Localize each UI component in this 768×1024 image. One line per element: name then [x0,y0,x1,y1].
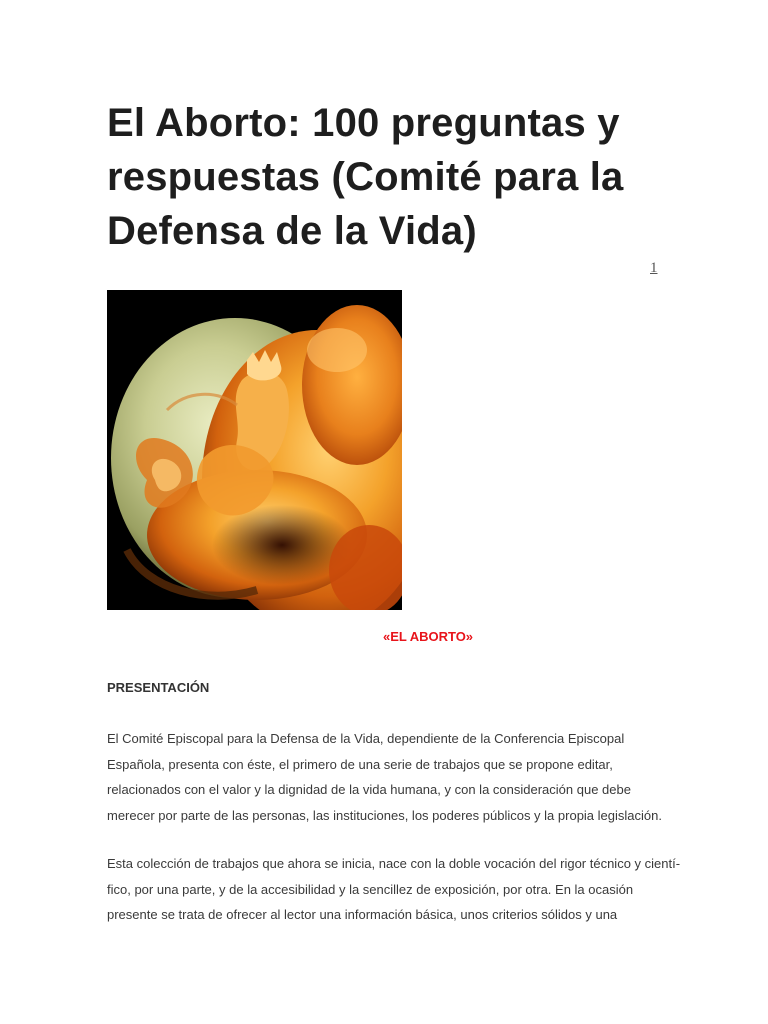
paragraph-presentation-1 [107,726,667,828]
paragraph-line: El Comité Episcopal para la Defensa de la Vida, dependiente de la Conferencia Episcopal [107,731,625,746]
fetus-photo [107,290,402,610]
paragraph-presentation-2 [107,851,681,928]
figure-caption: «EL ABORTO» [382,629,474,644]
paragraph-line: merecer por parte de las personas, las instituciones, los poderes públicos y la propia legislación. [107,807,662,823]
paragraph-line: relacionados con el valor y la dignidad de la vida humana, y con la consideración que debe [107,782,631,797]
page-title: El Aborto: 100 preguntas y respuestas (Comité para la Defensa de la Vida) [107,101,624,253]
paragraph-line: fico, por una parte, y de la accesibilidad y la sencillez de exposición, por otra. En la ocasión [107,881,634,897]
page-number-link[interactable]: 1 [650,260,658,276]
paragraph-line: Española, presenta con éste, el primero de una serie de trabajos que se propone editar, [107,756,613,772]
paragraph-line: Esta colección de trabajos que ahora se inicia, nace con la doble vocación del rigor técnico y cientí- [107,856,681,871]
section-heading: PRESENTACIÓN [107,680,210,695]
fetus-illustration [107,290,402,610]
paragraph-line: presente se trata de ofrecer al lector una información básica, unos criterios sólidos y una [107,907,618,922]
